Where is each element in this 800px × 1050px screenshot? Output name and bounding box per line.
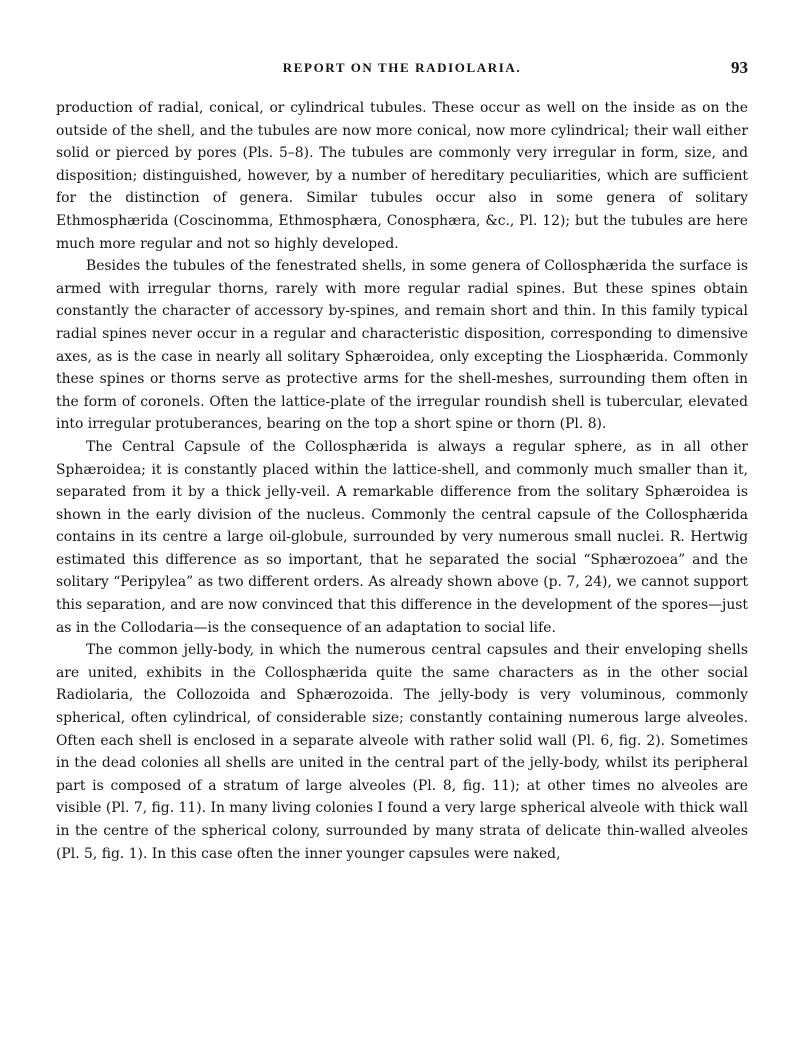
body-text: [56, 97, 748, 865]
page-number: 93: [731, 58, 748, 77]
paragraph-jelly-body: The common jelly-body, in which the numerous central capsules and their enveloping shells are united, exhibits in the Collosphærida quite the same characters as in the other social Radiolaria, the Collozoida and Sphærozoida. The jelly-body is very voluminous, commonly spherical, often cylindrical, of considerable size; constantly containing numerous large alveoles. Often each shell is enclosed in a separate alveole with rather solid wall (Pl. 6, fig. 2). Sometimes in the dead colonies all shells are united in the central part of the jelly-body, whilst its peripheral part is composed of a stratum of large alveoles (Pl. 8, fig. 11); at other times no alveoles are visible (Pl. 7, fig. 11). In many living colonies I found a very large spherical alveole with thick wall in the centre of the spherical colony, surrounded by many strata of delicate thin-walled alveoles (Pl. 5, fig. 1). In this case often the inner younger capsules were naked,: [56, 642, 748, 862]
paragraph-tubules-continued: production of radial, conical, or cylindrical tubules. These occur as well on the inside as on the outside of the shell, and the tubules are now more conical, now more cylindrical; their wall either solid or pierced by pores (Pls. 5–8). The tubules are commonly very irregular in form, size, and disposition; distinguished, however, by a number of hereditary peculiarities, which are sufficient for the distinction of genera. Similar tubules occur also in some genera of solitary Ethmosphærida (Coscinomma, Ethmosphæra, Conosphæra, &c., Pl. 12); but the tubules are here much more regular and not so highly developed.: [56, 100, 748, 252]
running-title: REPORT ON THE RADIOLARIA.: [282, 60, 522, 75]
paragraph-spines: Besides the tubules of the fenestrated shells, in some genera of Collosphærida the surface is armed with irregular thorns, rarely with more regular radial spines. But these spines obtain constantly the character of accessory by-spines, and remain short and thin. In this family typical radial spines never occur in a regular and characteristic disposition, corresponding to dimensive axes, as is the case in nearly all solitary Sphæroidea, only excepting the Liosphærida. Commonly these spines or thorns serve as protective arms for the shell-meshes, surrounding them often in the form of coronels. Often the lattice-plate of the irregular roundish shell is tubercular, elevated into irregular protuberances, bearing on the top a short spine or thorn (Pl. 8).: [56, 258, 748, 433]
page-header: [56, 60, 748, 84]
paragraph-central-capsule: The Central Capsule of the Collosphærida is always a regular sphere, as in all other Sphæroidea; it is constantly placed within the lattice-shell, and commonly much smaller than it, separated from it by a thick jelly-veil. A remarkable difference from the solitary Sphæroidea is shown in the early division of the nucleus. Commonly the central capsule of the Collosphærida contains in its centre a large oil-globule, surrounded by very numerous small nuclei. R. Hertwig estimated this difference as so important, that he separated the social “Sphærozoea” and the solitary “Peripylea” as two different orders. As already shown above (p. 7, 24), we cannot support this separation, and are now convinced that this difference in the development of the spores—just as in the Collodaria—is the consequence of an adaptation to social life.: [56, 438, 748, 636]
